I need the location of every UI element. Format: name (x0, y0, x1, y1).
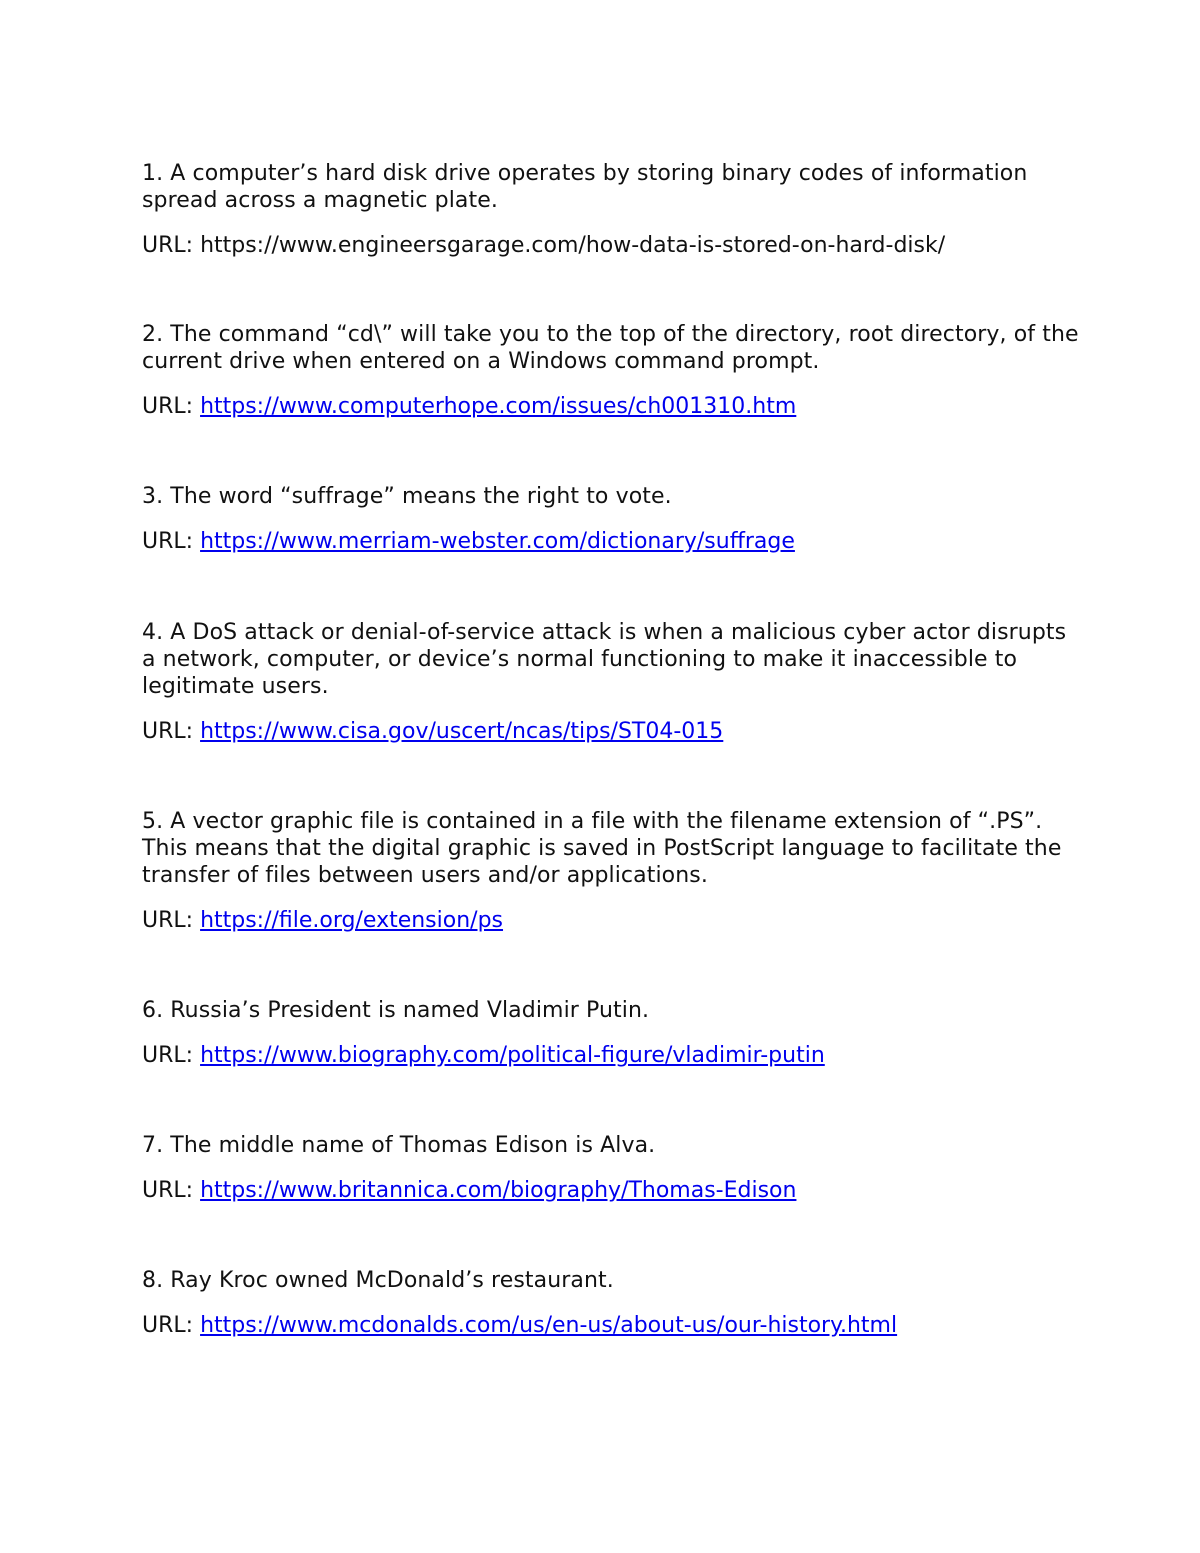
fact-item-1 (142, 160, 1082, 259)
source-url-link[interactable]: https://www.biography.com/political-figure/vladimir-putin (200, 1043, 825, 1068)
url-prefix-label: URL: (142, 1178, 194, 1203)
fact-item-2 (142, 321, 1082, 420)
source-url-link[interactable]: https://www.mcdonalds.com/us/en-us/about-us/our-history.html (200, 1313, 898, 1338)
source-url-line (142, 1042, 1082, 1069)
fact-statement: 4. A DoS attack or denial-of-service attack is when a malicious cyber actor disrupts a network, computer, or device’s normal functioning to make it inaccessible to legitimate users. (142, 620, 1067, 699)
url-prefix-label: URL: (142, 233, 194, 258)
source-url-line (142, 528, 1082, 555)
fact-item-7 (142, 1132, 1082, 1204)
url-prefix-label: URL: (142, 529, 194, 554)
fact-item-5 (142, 808, 1082, 934)
source-url-line (142, 232, 1082, 259)
source-url-link[interactable]: https://file.org/extension/ps (200, 908, 504, 933)
fact-item-8 (142, 1267, 1082, 1339)
source-url-link[interactable]: https://www.britannica.com/biography/Thomas-Edison (200, 1178, 797, 1203)
source-url-line (142, 718, 1082, 745)
fact-item-3 (142, 483, 1082, 555)
fact-statement: 2. The command “cd\” will take you to the top of the directory, root directory, of the current drive when entered on a Windows command prompt. (142, 322, 1079, 374)
url-prefix-label: URL: (142, 1313, 194, 1338)
fact-statement: 7. The middle name of Thomas Edison is Alva. (142, 1133, 656, 1158)
fact-statement: 5. A vector graphic file is contained in a file with the filename extension of “.PS”. This means that the digital graphic is saved in PostScript language to facilitate the transfer of files between users and/or applications. (142, 809, 1062, 888)
source-url-line (142, 1312, 1082, 1339)
url-prefix-label: URL: (142, 394, 194, 419)
fact-statement: 8. Ray Kroc owned McDonald’s restaurant. (142, 1268, 614, 1293)
source-url-line (142, 907, 1082, 934)
url-prefix-label: URL: (142, 1043, 194, 1068)
fact-statement: 3. The word “suffrage” means the right to vote. (142, 484, 672, 509)
source-url-link[interactable]: https://www.merriam-webster.com/dictionary/suffrage (200, 529, 795, 554)
fact-item-6 (142, 997, 1082, 1069)
fact-statement: 1. A computer’s hard disk drive operates by storing binary codes of information spread across a magnetic plate. (142, 161, 1028, 213)
fact-statement: 6. Russia’s President is named Vladimir Putin. (142, 998, 650, 1023)
url-prefix-label: URL: (142, 719, 194, 744)
source-url-line (142, 1177, 1082, 1204)
url-prefix-label: URL: (142, 908, 194, 933)
source-url-line (142, 393, 1082, 420)
fact-item-4 (142, 619, 1082, 745)
source-url-link[interactable]: https://www.computerhope.com/issues/ch001310.htm (200, 394, 797, 419)
source-url-link[interactable]: https://www.cisa.gov/uscert/ncas/tips/ST04-015 (200, 719, 724, 744)
source-url-text: https://www.engineersgarage.com/how-data-is-stored-on-hard-disk/ (200, 233, 946, 258)
